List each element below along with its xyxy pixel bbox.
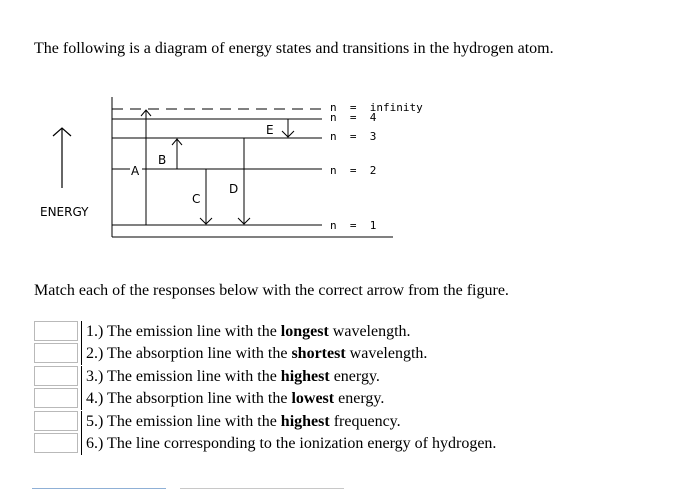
- level-label-infinity: n = infinity: [330, 101, 423, 114]
- answer-input-2[interactable]: [34, 343, 78, 363]
- question-text-6: 6.) The line corresponding to the ionization energy of hydrogen.: [81, 433, 496, 455]
- question-text-1: 1.) The emission line with the longest wavelength.: [81, 321, 411, 343]
- energy-axis-arrow-icon: [53, 128, 71, 188]
- question-row-2: [34, 343, 594, 365]
- level-label-n4: n = 4: [330, 111, 377, 124]
- arrow-label-e: E: [266, 123, 274, 137]
- question-row-6: [34, 433, 594, 455]
- arrow-label-b: B: [158, 153, 167, 167]
- arrow-label-c: C: [192, 192, 201, 206]
- question-row-5: [34, 411, 594, 433]
- arrow-label-a: A: [131, 164, 140, 178]
- bottom-button-edge-2[interactable]: [180, 488, 344, 492]
- energy-label: ENERGY: [40, 205, 89, 219]
- answer-input-4[interactable]: [34, 388, 78, 408]
- level-label-n3: n = 3: [330, 130, 377, 143]
- question-text-3: 3.) The emission line with the highest energy.: [81, 366, 380, 388]
- question-row-3: [34, 366, 594, 388]
- question-row-4: [34, 388, 594, 410]
- answer-input-6[interactable]: [34, 433, 78, 453]
- level-label-n2: n = 2: [330, 164, 377, 177]
- match-instruction: Match each of the responses below with the correct arrow from the figure.: [34, 282, 509, 299]
- question-text-5: 5.) The emission line with the highest frequency.: [81, 411, 401, 433]
- question-text-4: 4.) The absorption line with the lowest energy.: [81, 388, 384, 410]
- answer-input-5[interactable]: [34, 411, 78, 431]
- answer-input-1[interactable]: [34, 321, 78, 341]
- level-label-n1: n = 1: [330, 219, 377, 232]
- question-row-1: [34, 321, 594, 343]
- intro-text: The following is a diagram of energy states and transitions in the hydrogen atom.: [34, 40, 554, 57]
- bottom-button-edge-1[interactable]: [32, 488, 166, 492]
- arrow-label-d: D: [229, 182, 239, 196]
- question-text-2: 2.) The absorption line with the shortest wavelength.: [81, 343, 427, 365]
- answer-input-3[interactable]: [34, 366, 78, 386]
